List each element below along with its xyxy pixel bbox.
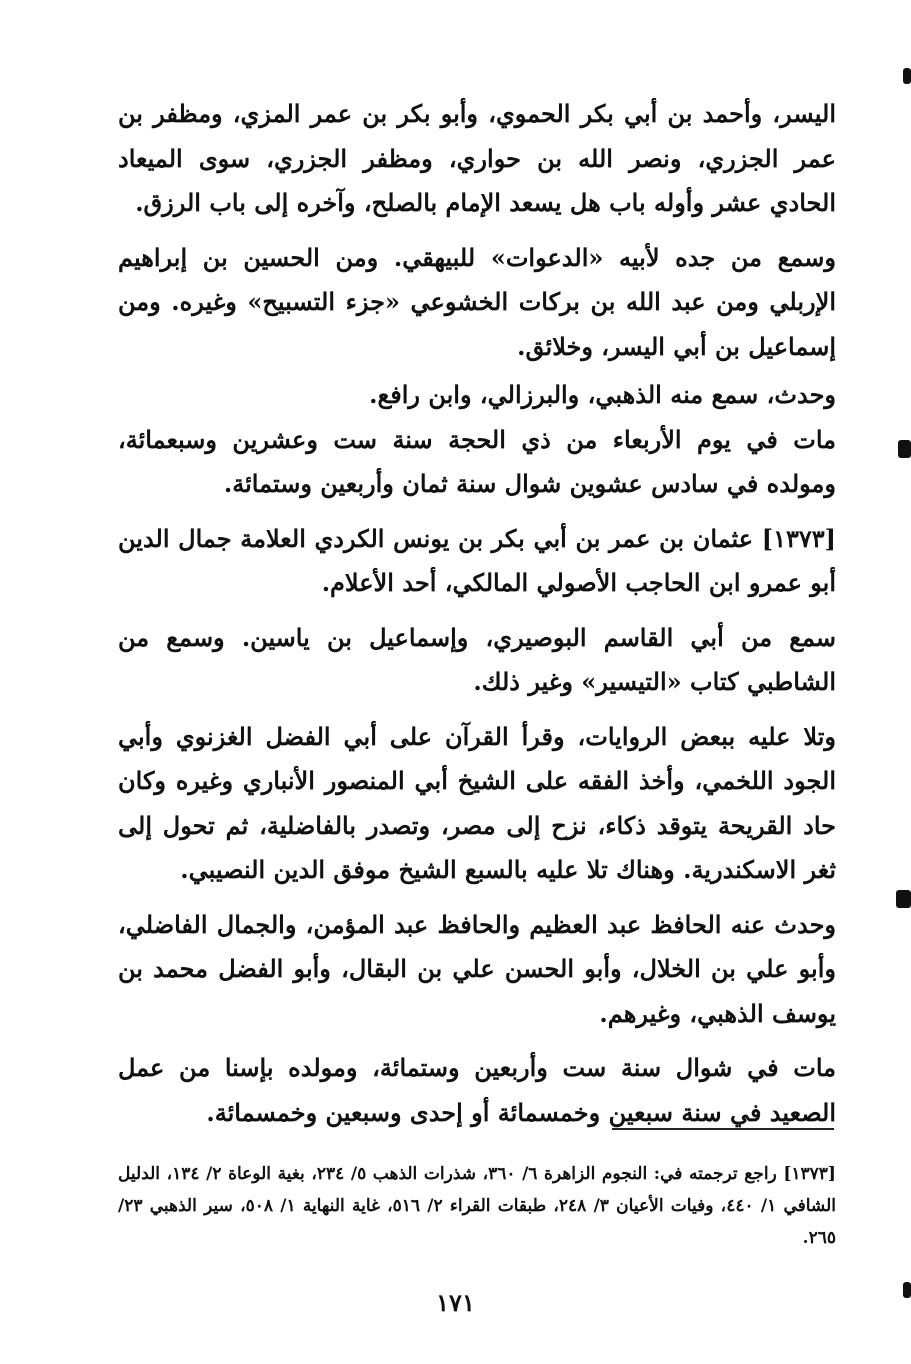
paragraph-3: وحدث، سمع منه الذهبي، والبرزالي، وابن رافع.: [369, 380, 836, 409]
edge-mark-bottom: [903, 1282, 911, 1298]
edge-mark-top: [903, 68, 911, 84]
footnote-separator: [612, 1128, 834, 1130]
footnote: [١٣٧٣] راجع ترجمته في: النجوم الزاهرة ٦/ ٣٦٠، شذرات الذهب ٥/ ٢٣٤، بغية الوعاة ٢/ ١٣٤، الدليل الشافي ١/ ٤٤٠، وفيات الأعيان ٣/ ٢٤٨، طبقات القراء ٢/ ٥١٦، غاية النهاية ١/ ٥٠٨، سير الذهبي ٢٣/ ٢٦٥.: [118, 1164, 836, 1248]
page-number: ١٧١: [436, 1288, 475, 1317]
paragraph-7: وتلا عليه ببعض الروايات، وقرأ القرآن على أبي الفضل الغزنوي وأبي الجود اللخمي، وأخذ الفقه على الشيخ أبي المنصور الأنباري وغيره وكان حاد القريحة يتوقد ذكاء، نزح إلى مصر، وتصدر بالفاضلية، ثم تحول إلى ثغر الاسكندرية. وهناك تلا عليه بالسبع الشيخ موفق الدين النصيبي.: [118, 721, 836, 884]
paragraph-8: وحدث عنه الحافظ عبد العظيم والحافظ عبد المؤمن، والجمال الفاضلي، وأبو علي بن الخلال، وأبو الحسن علي بن البقال، وأبو الفضل محمد بن يوسف الذهبي، وغيرهم.: [118, 909, 836, 1028]
page-body: [118, 92, 836, 1135]
edge-mark-lower: [896, 890, 911, 908]
paragraph-9: مات في شوال سنة ست وأربعين وستمائة، ومولده بإسنا من عمل الصعيد في سنة سبعين وخمسمائة أو إحدى وسبعين وخمسمائة.: [118, 1053, 836, 1127]
paragraph-2: وسمع من جده لأبيه «الدعوات» للبيهقي. ومن الحسين بن إبراهيم الإربلي ومن عبد الله بن بركات الخشوعي «جزء التسبيح» وغيره. ومن إسماعيل بن أبي اليسر، وخلائق.: [118, 242, 836, 361]
paragraph-1: اليسر، وأحمد بن أبي بكر الحموي، وأبو بكر بن عمر المزي، ومظفر بن عمر الجزري، ونصر الله بن حواري، ومظفر الجزري، سوى الميعاد الحادي عشر وأوله باب هل يسعد الإمام بالصلح، وآخره إلى باب الرزق.: [118, 99, 836, 217]
paragraph-4: مات في يوم الأربعاء من ذي الحجة سنة ست وعشرين وسبعمائة، ومولده في سادس عشوين شوال سنة ثمان وأربعين وستمائة.: [118, 424, 836, 498]
paragraph-6: سمع من أبي القاسم البوصيري، وإسماعيل بن ياسين. وسمع من الشاطبي كتاب «التيسير» وغير ذلك.: [118, 622, 836, 696]
entry-1373-heading: [١٣٧٣] عثمان بن عمر بن أبي بكر بن يونس الكردي العلامة جمال الدين أبو عمرو ابن الحاجب الأصولي المالكي، أحد الأعلام.: [118, 523, 836, 597]
edge-mark-middle: [898, 440, 911, 458]
